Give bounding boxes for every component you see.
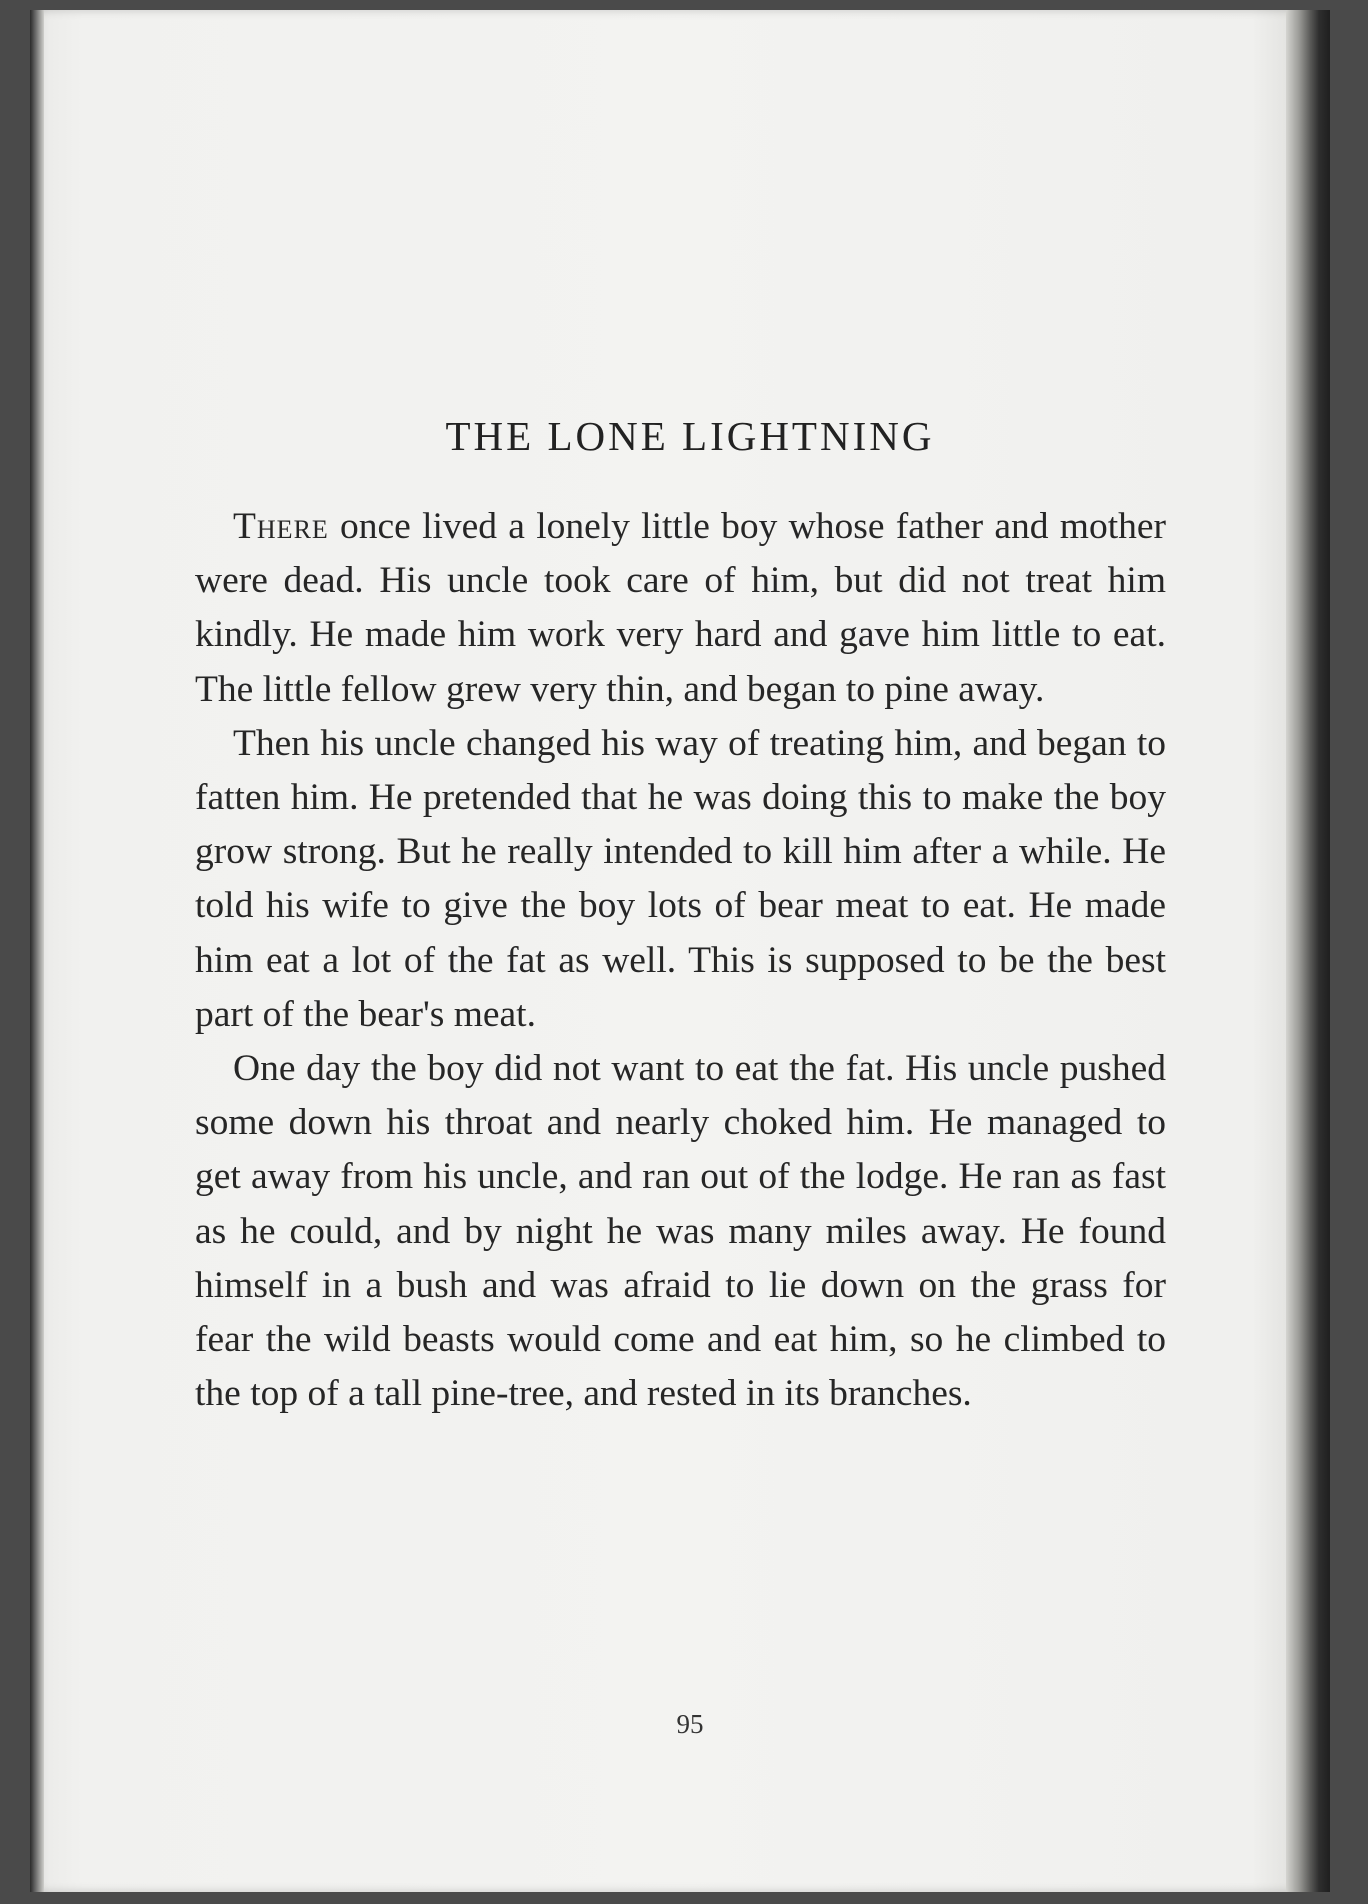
paragraph-1-lead: There xyxy=(233,506,329,547)
page-number: 95 xyxy=(676,1709,704,1739)
paragraph-2: Then his uncle changed his way of treating him, and began to fatten him. He pretended that he was doing this to make the boy grow strong. But he really intended to kill him after a while. He told his wife to give the boy lots of bear meat to eat. He made him eat a lot of the fat as well. This is supposed to be the best part of the bear's meat. xyxy=(195,722,1166,1035)
book-page xyxy=(30,10,1330,1892)
chapter-title: THE LONE LIGHTNING xyxy=(445,413,935,459)
page-right-edge xyxy=(1286,10,1330,1892)
paragraph-1 xyxy=(195,500,1166,717)
page-left-edge xyxy=(30,10,44,1892)
paragraph-1-text: once lived a lonely little boy whose father and mother were dead. His uncle took care of him, but did not treat him kindly. He made him work very hard and gave him little to eat. The little fellow grew very thin, and began to pine away. xyxy=(195,506,1166,710)
paragraph-3: One day the boy did not want to eat the fat. His uncle pushed some down his throat and nearly choked him. He managed to get away from his uncle, and ran out of the lodge. He ran as fast as he could, and by night he was many miles away. He found himself in a bush and was afraid to lie down on the grass for fear the wild beasts would come and eat him, so he climbed to the top of a tall pine-tree, and rested in its branches. xyxy=(195,1048,1166,1415)
chapter-body xyxy=(195,500,1166,1421)
